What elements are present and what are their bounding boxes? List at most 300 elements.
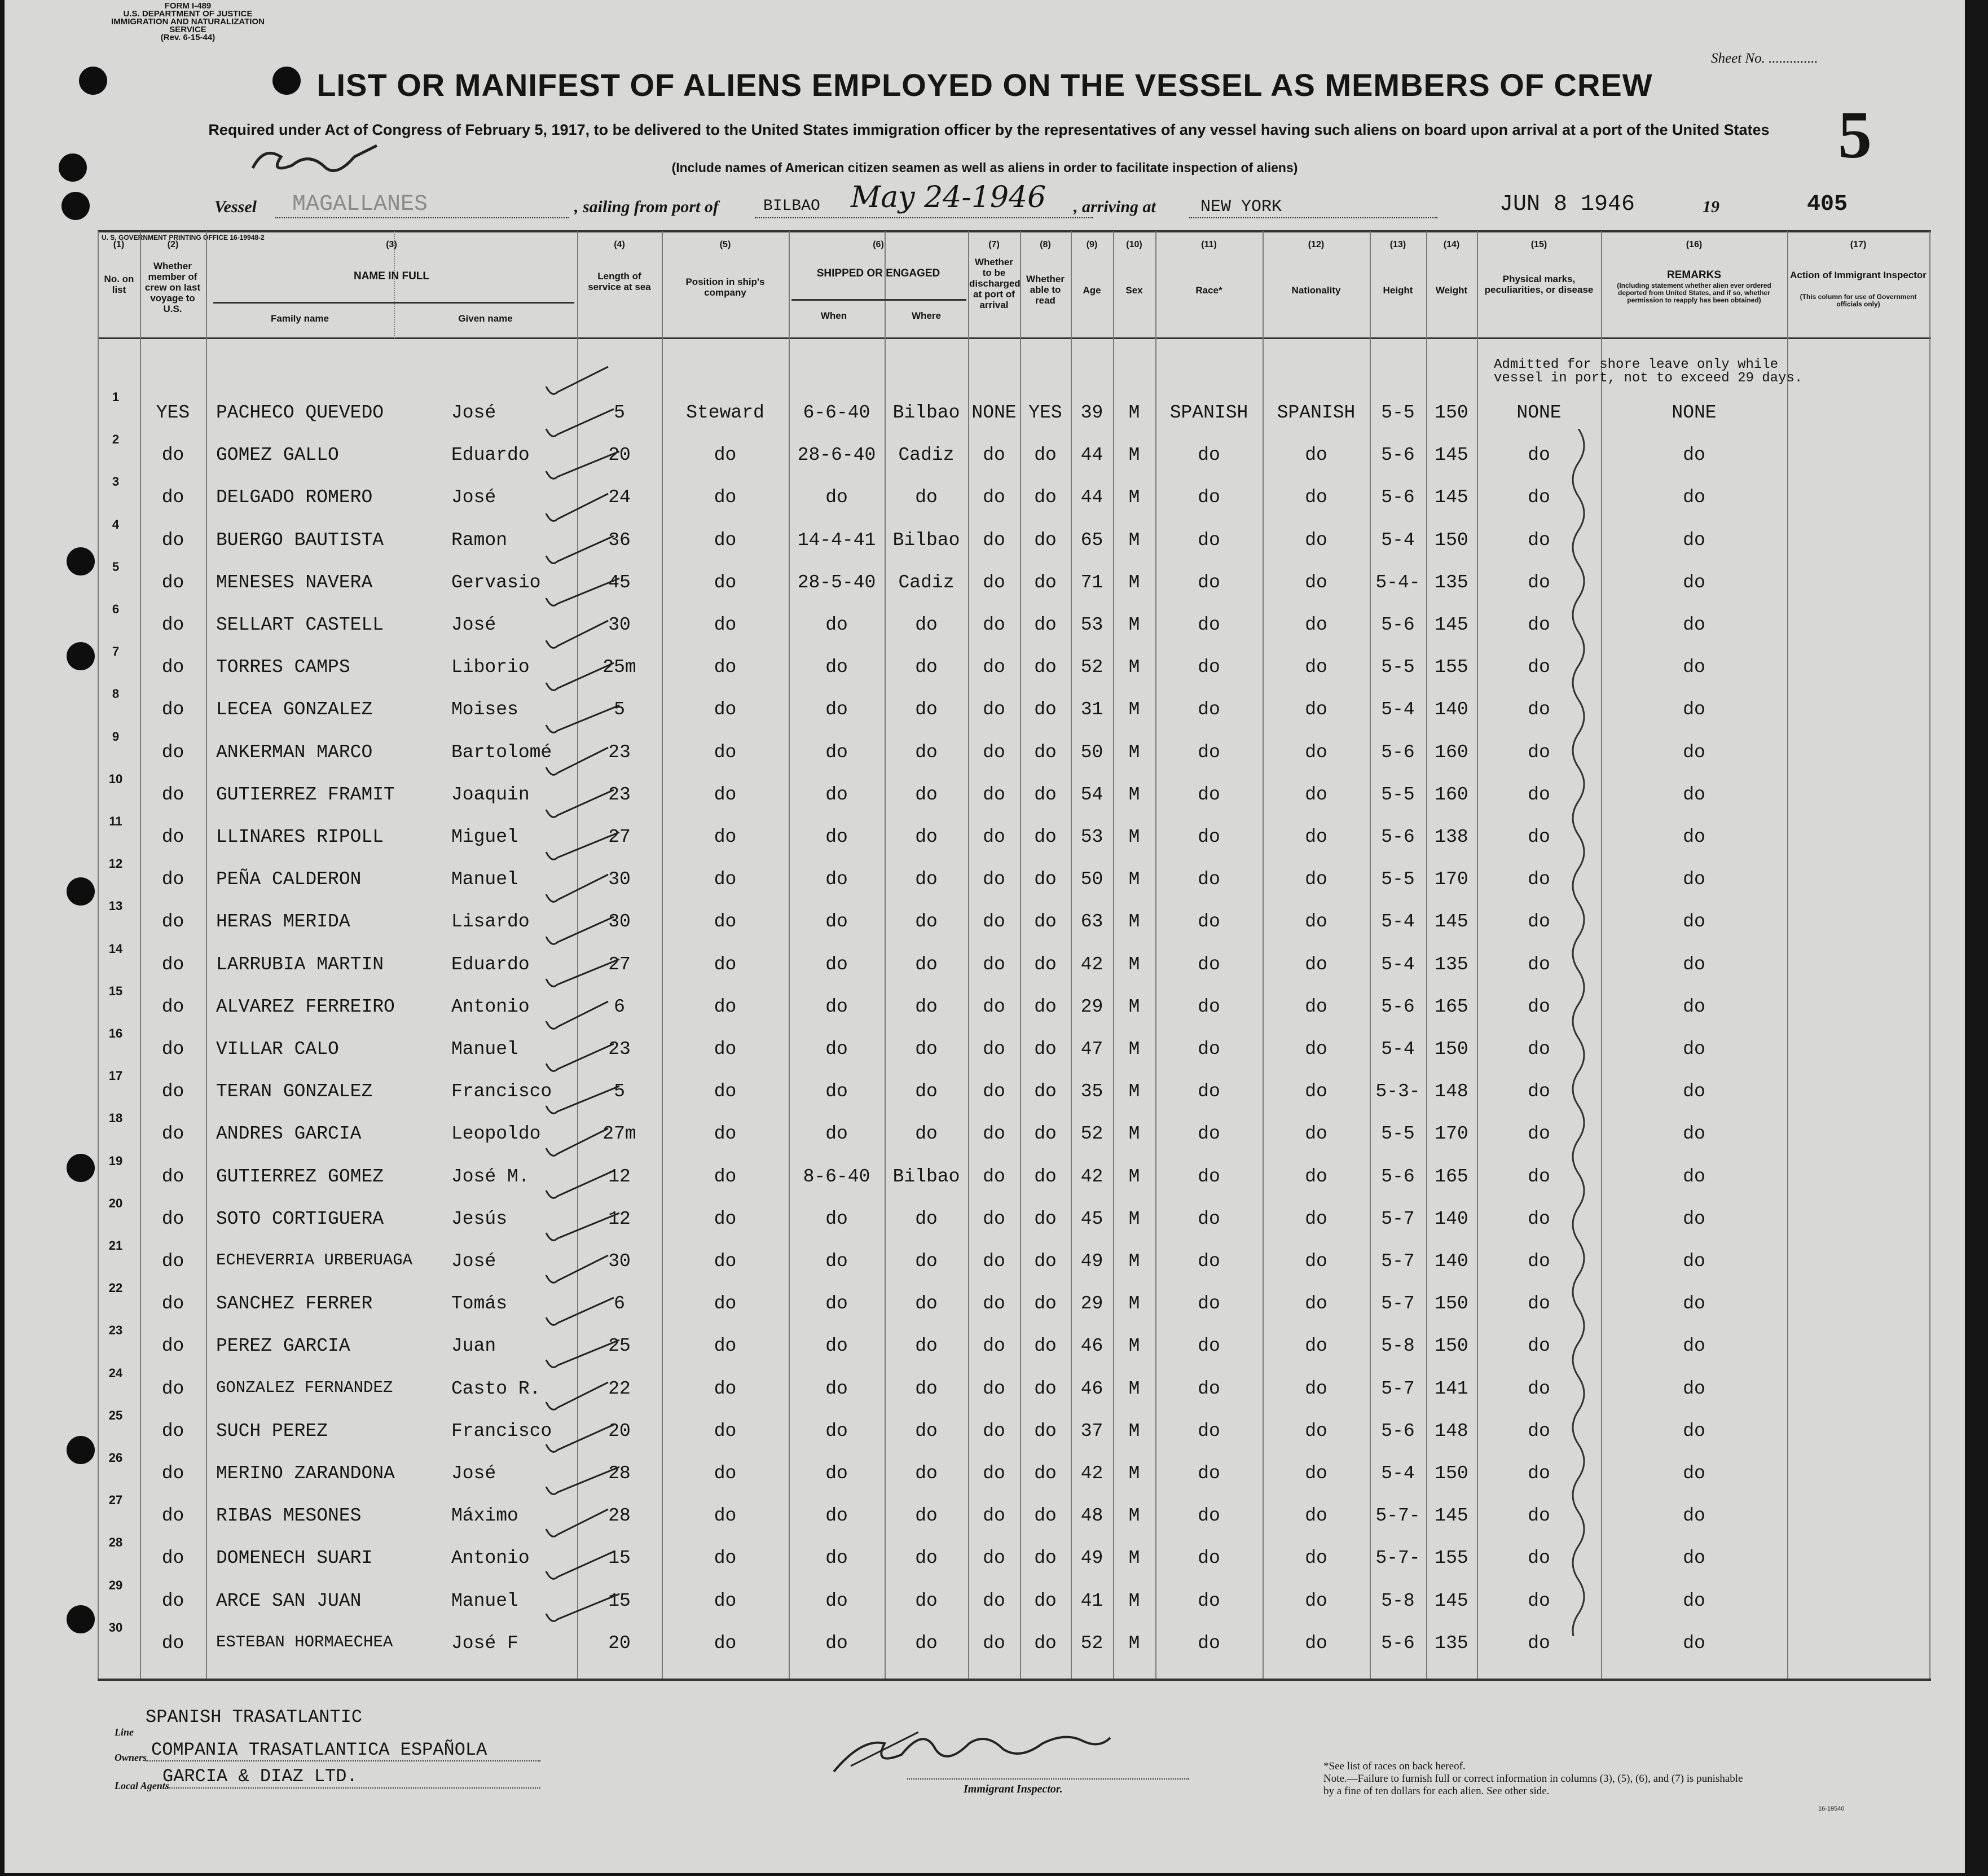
cell-race: SPANISH <box>1169 402 1248 423</box>
manifest-page <box>5 0 1965 1873</box>
col-header-read: Whether able to read <box>1026 274 1065 306</box>
cell-last: do <box>161 487 184 508</box>
cell-height: 5-6 <box>1381 1420 1415 1442</box>
cell-weight: 160 <box>1435 741 1468 763</box>
owners-underline <box>146 1760 540 1761</box>
cell-disch: do <box>983 1632 1005 1654</box>
cell-given: Moises <box>451 699 518 720</box>
cell-nat: do <box>1305 445 1327 466</box>
page-title: LIST OR MANIFEST OF ALIENS EMPLOYED ON THE VESSEL AS MEMBERS OF CREW <box>316 67 1653 103</box>
row-number: 5 <box>112 559 120 574</box>
checkmark-icon <box>546 451 619 478</box>
cell-last: do <box>161 1166 184 1187</box>
col-num-16: (16) <box>1686 240 1703 249</box>
vessel-label: Vessel <box>214 197 257 216</box>
cell-remarks: do <box>1683 1590 1705 1611</box>
cell-remarks: do <box>1683 699 1705 720</box>
cell-when: do <box>825 1590 848 1611</box>
cell-age: 71 <box>1080 572 1103 593</box>
row-number: 3 <box>112 475 120 489</box>
cell-service: 25m <box>602 657 636 678</box>
cell-last: do <box>161 1548 184 1569</box>
cell-race: do <box>1198 869 1220 890</box>
cell-height: 5-6 <box>1381 996 1415 1017</box>
cell-given: José <box>451 614 496 635</box>
cell-sex: M <box>1128 1166 1140 1187</box>
cell-family: SOTO CORTIGUERA <box>216 1208 384 1229</box>
cell-position: do <box>714 487 737 508</box>
cell-sex: M <box>1128 529 1140 551</box>
cell-family: GONZALEZ FERNANDEZ <box>216 1378 393 1397</box>
cell-weight: 170 <box>1435 869 1468 890</box>
cell-marks: do <box>1528 869 1550 890</box>
cell-when: do <box>825 996 848 1017</box>
cell-read: do <box>1034 1335 1057 1357</box>
checkmark-icon <box>546 1594 619 1621</box>
cell-marks: NONE <box>1516 402 1562 423</box>
cell-position: do <box>714 699 737 720</box>
cell-race: do <box>1198 741 1220 763</box>
cell-service: 28 <box>608 1463 631 1484</box>
checkmark-icon <box>546 1213 619 1240</box>
cell-service: 23 <box>608 741 631 763</box>
year-label: 19 <box>1703 197 1719 216</box>
cell-when: 6-6-40 <box>803 402 870 423</box>
cell-service: 24 <box>608 487 631 508</box>
row-number: 10 <box>108 771 123 786</box>
cell-remarks: do <box>1683 1293 1705 1315</box>
cell-nat: do <box>1305 1378 1327 1399</box>
cell-age: 46 <box>1080 1378 1103 1399</box>
cell-where: do <box>915 1463 938 1484</box>
cell-nat: do <box>1305 954 1327 975</box>
cell-weight: 155 <box>1435 1548 1468 1569</box>
cell-height: 5-5 <box>1381 869 1415 890</box>
cell-remarks: do <box>1683 487 1705 508</box>
cell-age: 39 <box>1080 402 1103 423</box>
punch-hole <box>67 877 95 906</box>
cell-when: do <box>825 741 848 763</box>
cell-when: 28-5-40 <box>797 572 876 593</box>
row-number: 23 <box>108 1323 123 1338</box>
cell-read: do <box>1034 954 1057 975</box>
cell-sex: M <box>1128 784 1140 805</box>
checkmark-icon <box>546 1467 619 1494</box>
cell-when: do <box>825 869 848 890</box>
cell-when: do <box>825 1251 848 1272</box>
cell-given: José M. <box>451 1166 530 1187</box>
cell-service: 27 <box>608 954 631 975</box>
cell-age: 52 <box>1080 657 1103 678</box>
row-number: 13 <box>108 899 123 913</box>
cell-height: 5-4 <box>1381 699 1415 720</box>
vessel-underline <box>275 217 569 218</box>
cell-last: do <box>161 1123 184 1145</box>
cell-position: do <box>714 657 737 678</box>
cell-race: do <box>1198 827 1220 847</box>
cell-race: do <box>1198 911 1220 933</box>
cell-nat: do <box>1305 1251 1327 1272</box>
inspector-underline <box>907 1778 1189 1780</box>
cell-read: do <box>1034 1420 1057 1442</box>
cell-remarks: do <box>1683 1632 1705 1654</box>
cell-marks: do <box>1528 1039 1550 1060</box>
cell-when: do <box>825 1208 848 1229</box>
cell-race: do <box>1198 1420 1220 1442</box>
checkmark-icon <box>546 663 614 690</box>
cell-given: Leopoldo <box>451 1123 541 1145</box>
cell-marks: do <box>1528 954 1550 975</box>
col-num-17: (17) <box>1850 240 1867 249</box>
cell-marks: do <box>1528 1420 1550 1442</box>
cell-family: LARRUBIA MARTIN <box>216 954 384 975</box>
sailing-label: , sailing from port of <box>574 197 719 216</box>
cell-position: do <box>714 741 737 763</box>
cell-age: 52 <box>1080 1123 1103 1145</box>
cell-remarks: do <box>1683 529 1705 551</box>
cell-disch: do <box>983 487 1005 508</box>
checkmark-icon <box>546 1382 608 1409</box>
cell-position: do <box>714 1208 737 1229</box>
punch-hole <box>59 153 87 182</box>
cell-sex: M <box>1128 699 1140 720</box>
cell-family: PACHECO QUEVEDO <box>216 402 384 423</box>
list-number: 405 <box>1807 192 1848 217</box>
port-underline <box>755 217 1093 218</box>
checkmark-icon <box>546 1298 614 1325</box>
cell-nat: do <box>1305 1505 1327 1527</box>
cell-last: do <box>161 996 184 1017</box>
checkmark-icon <box>546 1425 614 1452</box>
col-num-10: (10) <box>1126 240 1142 249</box>
col-header-race: Race* <box>1195 285 1222 296</box>
cell-weight: 165 <box>1435 996 1468 1017</box>
cell-marks: do <box>1528 827 1550 847</box>
checkmark-icon <box>546 621 608 648</box>
cell-disch: do <box>983 869 1005 890</box>
cell-read: do <box>1034 827 1057 847</box>
cell-disch: do <box>983 784 1005 805</box>
cell-sex: M <box>1128 1548 1140 1569</box>
cell-disch: do <box>983 1208 1005 1229</box>
cell-remarks: do <box>1683 1166 1705 1187</box>
cell-position: do <box>714 529 737 551</box>
cell-given: Liborio <box>451 657 530 678</box>
cell-given: Máximo <box>451 1505 518 1527</box>
checkmark-icon <box>546 578 619 605</box>
cell-position: do <box>714 572 737 593</box>
row-number: 11 <box>109 814 122 828</box>
cell-marks: do <box>1528 445 1550 466</box>
cell-weight: 150 <box>1435 1039 1468 1060</box>
cell-when: do <box>825 1123 848 1145</box>
cell-disch: do <box>983 1251 1005 1272</box>
cell-weight: 145 <box>1435 911 1468 933</box>
cell-position: do <box>714 1166 737 1187</box>
cell-sex: M <box>1128 1081 1140 1102</box>
cell-when: do <box>825 1632 848 1654</box>
cell-height: 5-5 <box>1381 1123 1415 1145</box>
cell-weight: 160 <box>1435 784 1468 805</box>
checkmark-icon <box>546 1255 608 1282</box>
cell-remarks: do <box>1683 1081 1705 1102</box>
cell-position: do <box>714 954 737 975</box>
cell-weight: 140 <box>1435 1251 1468 1272</box>
remarks-instructions: (Including statement whether alien ever ordered deported from United States, and if so, whether permission to reapply has been obtained) <box>1617 282 1771 304</box>
cell-age: 42 <box>1080 1463 1103 1484</box>
cell-given: Eduardo <box>451 445 530 466</box>
cell-given: Antonio <box>451 1548 530 1569</box>
cell-sex: M <box>1128 1505 1140 1527</box>
cell-read: do <box>1034 869 1057 890</box>
cell-marks: do <box>1528 1335 1550 1357</box>
cell-remarks: do <box>1683 784 1705 805</box>
cell-given: Ramon <box>451 529 508 551</box>
shipped-header-rule <box>791 299 966 301</box>
cell-disch: do <box>983 1590 1005 1611</box>
owners-label: Owners <box>115 1752 147 1763</box>
penalty-note: Note.—Failure to furnish full or correct information in columns (3), (5), (6), and (7) is punishable by a fine of ten dollars for each alien. See other side. <box>1323 1773 1743 1797</box>
cell-height: 5-6 <box>1381 1632 1415 1654</box>
cell-weight: 135 <box>1435 954 1468 975</box>
punch-hole <box>61 192 90 220</box>
cell-when: 28-6-40 <box>797 445 876 466</box>
cell-sex: M <box>1128 1293 1140 1315</box>
line-label: Line <box>115 1726 134 1738</box>
row-number: 9 <box>112 729 120 744</box>
cell-race: do <box>1198 572 1220 593</box>
cell-age: 53 <box>1080 614 1103 635</box>
cell-disch: do <box>983 529 1005 551</box>
form-revision: (Rev. 6-15-44) <box>160 33 215 42</box>
arrival-date: JUN 8 1946 <box>1499 192 1635 217</box>
punch-hole <box>67 1605 95 1633</box>
cell-disch: do <box>983 741 1005 763</box>
cell-last: do <box>161 529 184 551</box>
cell-race: do <box>1198 1039 1220 1060</box>
cell-disch: do <box>983 572 1005 593</box>
col-header-service: Length of service at sea <box>588 271 651 292</box>
cell-disch: do <box>983 1123 1005 1145</box>
cell-nat: do <box>1305 529 1327 551</box>
cell-where: do <box>915 911 938 933</box>
cell-height: 5-7- <box>1375 1548 1420 1569</box>
cell-height: 5-4 <box>1381 954 1415 975</box>
cell-sex: M <box>1128 1335 1140 1357</box>
cell-age: 44 <box>1080 487 1103 508</box>
race-footnote: *See list of races on back hereof. <box>1323 1760 1466 1772</box>
cell-age: 48 <box>1080 1505 1103 1527</box>
cell-disch: do <box>983 1166 1005 1187</box>
cell-sex: M <box>1128 1632 1140 1654</box>
cell-position: do <box>714 1378 737 1399</box>
row-number: 15 <box>108 983 123 998</box>
cell-when: do <box>825 827 848 847</box>
col-num-7: (7) <box>988 240 1000 249</box>
cell-when: do <box>825 911 848 933</box>
cell-marks: do <box>1528 1378 1550 1399</box>
checkmark-icon <box>546 1171 614 1198</box>
cell-remarks: do <box>1683 657 1705 678</box>
cell-family: GOMEZ GALLO <box>216 445 339 466</box>
cell-where: do <box>915 1505 938 1527</box>
cell-disch: do <box>983 657 1005 678</box>
checkmark-icon <box>546 959 619 986</box>
cell-family: MENESES NAVERA <box>216 572 373 593</box>
cell-where: do <box>915 1123 938 1145</box>
cell-when: do <box>825 784 848 805</box>
cell-height: 5-7 <box>1381 1378 1415 1399</box>
checkmark-icon <box>546 875 608 902</box>
row-number: 2 <box>112 432 120 447</box>
cell-read: do <box>1034 529 1057 551</box>
cell-nat: do <box>1305 1632 1327 1654</box>
cell-age: 41 <box>1080 1590 1103 1611</box>
cell-nat: do <box>1305 1590 1327 1611</box>
col-num-1: (1) <box>113 240 125 249</box>
cell-nat: SPANISH <box>1277 402 1356 423</box>
cell-remarks: do <box>1683 1505 1705 1527</box>
cell-disch: do <box>983 699 1005 720</box>
cell-service: 12 <box>608 1208 631 1229</box>
local-agents: GARCIA & DIAZ LTD. <box>162 1766 358 1787</box>
action-instructions: (This column for use of Government officials only) <box>1800 293 1917 308</box>
cell-sex: M <box>1128 1463 1140 1484</box>
cell-sex: M <box>1128 1378 1140 1399</box>
col-header-discharged: Whether to be discharged at port of arrival <box>969 257 1021 310</box>
cell-remarks: do <box>1683 1039 1705 1060</box>
cell-service: 36 <box>608 529 631 551</box>
cell-last: do <box>161 827 184 847</box>
cell-position: do <box>714 1039 737 1060</box>
header-bottom-border <box>98 337 1931 339</box>
col-num-14: (14) <box>1443 240 1460 249</box>
row-number: 26 <box>108 1451 123 1465</box>
cell-sex: M <box>1128 996 1140 1017</box>
cell-nat: do <box>1305 1335 1327 1357</box>
cell-where: do <box>915 784 938 805</box>
cell-remarks: do <box>1683 1463 1705 1484</box>
cell-family: ARCE SAN JUAN <box>216 1590 362 1611</box>
cell-given: Francisco <box>451 1420 552 1442</box>
col-num-13: (13) <box>1389 240 1406 249</box>
cell-when: do <box>825 699 848 720</box>
cell-given: Manuel <box>451 1039 518 1060</box>
col-header-family-name: Family name <box>271 313 329 324</box>
cell-age: 50 <box>1080 869 1103 890</box>
cell-when: do <box>825 1081 848 1102</box>
cell-nat: do <box>1305 657 1327 678</box>
cell-nat: do <box>1305 614 1327 635</box>
cell-race: do <box>1198 1123 1220 1145</box>
cell-height: 5-8 <box>1381 1590 1415 1611</box>
cell-nat: do <box>1305 1166 1327 1187</box>
cell-position: do <box>714 869 737 890</box>
cell-when: do <box>825 1463 848 1484</box>
cell-race: do <box>1198 1590 1220 1611</box>
cell-position: do <box>714 1548 737 1569</box>
inspector-signature <box>817 1715 1133 1783</box>
checkmark-icon <box>546 536 614 563</box>
cell-disch: do <box>983 445 1005 466</box>
cell-weight: 140 <box>1435 1208 1468 1229</box>
cell-age: 63 <box>1080 911 1103 933</box>
cell-family: MERINO ZARANDONA <box>216 1463 395 1484</box>
cell-height: 5-4 <box>1381 1463 1415 1484</box>
checkmark-icon <box>546 1128 608 1156</box>
cell-where: do <box>915 1420 938 1442</box>
cell-age: 42 <box>1080 1166 1103 1187</box>
cell-family: PEÑA CALDERON <box>216 869 362 890</box>
checkmark-icon <box>546 748 608 775</box>
cell-service: 6 <box>614 996 625 1017</box>
cell-last: do <box>161 1251 184 1272</box>
cell-where: do <box>915 1590 938 1611</box>
punch-hole <box>79 67 107 95</box>
cell-marks: do <box>1528 1208 1550 1229</box>
cell-race: do <box>1198 1632 1220 1654</box>
cell-read: do <box>1034 1039 1057 1060</box>
cell-read: do <box>1034 1632 1057 1654</box>
cell-race: do <box>1198 614 1220 635</box>
cell-last: do <box>161 699 184 720</box>
cell-last: do <box>161 614 184 635</box>
cell-read: do <box>1034 572 1057 593</box>
cell-height: 5-6 <box>1381 614 1415 635</box>
cell-service: 5 <box>614 699 625 720</box>
col-header-weight: Weight <box>1435 285 1468 296</box>
cell-disch: do <box>983 1378 1005 1399</box>
checkmark-icon <box>546 409 614 436</box>
cell-last: do <box>161 784 184 805</box>
cell-position: do <box>714 1293 737 1315</box>
cell-given: Gervasio <box>451 572 541 593</box>
cell-read: do <box>1034 1293 1057 1315</box>
cell-sex: M <box>1128 445 1140 466</box>
include-note: (Include names of American citizen seamen as well as aliens in order to facilitate inspection of aliens) <box>671 160 1298 175</box>
service-name: IMMIGRATION AND NATURALIZATION SERVICE <box>111 17 265 34</box>
cell-position: do <box>714 1081 737 1102</box>
cell-family: SELLART CASTELL <box>216 614 384 635</box>
cell-marks: do <box>1528 487 1550 508</box>
cell-where: do <box>915 1208 938 1229</box>
cell-marks: do <box>1528 1548 1550 1569</box>
cell-read: do <box>1034 741 1057 763</box>
cell-sex: M <box>1128 614 1140 635</box>
cell-age: 35 <box>1080 1081 1103 1102</box>
cell-given: José <box>451 487 496 508</box>
cell-service: 20 <box>608 1420 631 1442</box>
cell-given: José <box>451 1463 496 1484</box>
cell-service: 15 <box>608 1548 631 1569</box>
punch-hole <box>272 67 301 95</box>
cell-read: do <box>1034 657 1057 678</box>
col-header-age: Age <box>1083 285 1101 296</box>
col-num-8: (8) <box>1040 240 1051 249</box>
cell-where: Cadiz <box>898 445 955 466</box>
cell-last: do <box>161 954 184 975</box>
cell-age: 49 <box>1080 1548 1103 1569</box>
col-header-no: No. on list <box>104 274 134 295</box>
cell-race: do <box>1198 1463 1220 1484</box>
cell-last: do <box>161 1081 184 1102</box>
cell-race: do <box>1198 784 1220 805</box>
cell-service: 6 <box>614 1293 625 1315</box>
cell-disch: do <box>983 1293 1005 1315</box>
cell-when: do <box>825 1420 848 1442</box>
checkmark-icon <box>546 494 608 521</box>
arrival-underline <box>1189 217 1437 218</box>
